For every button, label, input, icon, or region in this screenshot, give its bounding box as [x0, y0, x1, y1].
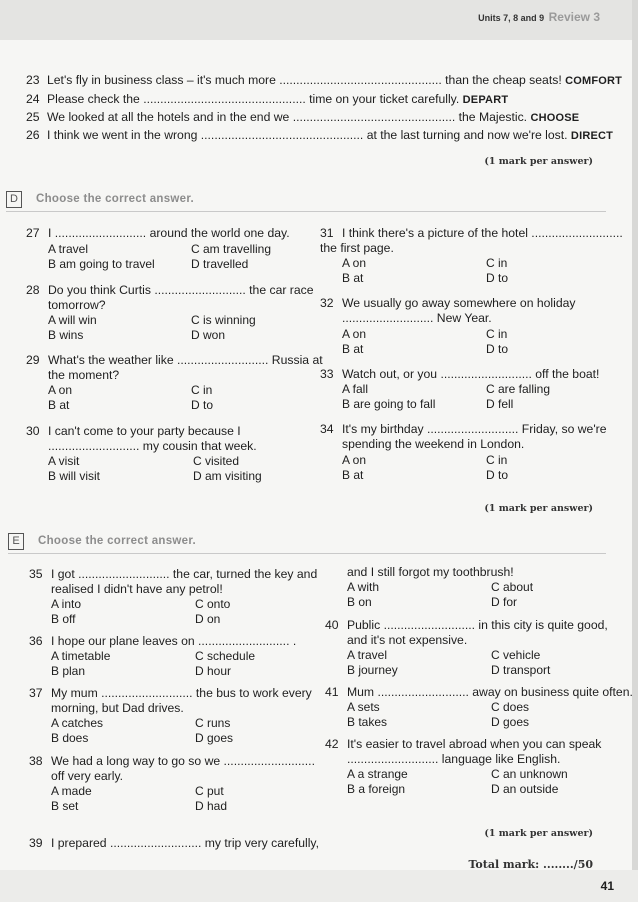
keyword: COMFORT	[565, 75, 623, 87]
option-d[interactable]: D to	[486, 468, 509, 482]
marks-note-c: (1 mark per answer)	[484, 156, 593, 167]
option-a[interactable]: A timetable	[51, 649, 111, 663]
option-c[interactable]: C am travelling	[191, 242, 272, 256]
keyword: DIRECT	[570, 130, 614, 142]
question-23: 23 Let's fly in business class – it's much more ................................................ than the cheap seats! COMFORT	[26, 73, 623, 87]
option-b[interactable]: B a foreign	[347, 782, 406, 796]
option-b[interactable]: B on	[347, 595, 372, 609]
question-25: 25 We looked at all the hotels and in the end we ................................................ the Majestic. CHOOSE	[26, 110, 580, 124]
option-a[interactable]: A on	[342, 453, 367, 467]
option-c[interactable]: C in	[486, 256, 508, 270]
option-d[interactable]: D goes	[491, 715, 530, 729]
option-b[interactable]: B wins	[48, 328, 84, 342]
section-title-d: Choose the correct answer.	[36, 193, 194, 205]
option-b[interactable]: B am going to travel	[48, 257, 155, 271]
option-b[interactable]: B at	[48, 398, 70, 412]
question-24: 24 Please check the ................................................ time on your ticket carefully. DEPART	[26, 92, 509, 106]
section-divider	[6, 211, 606, 212]
option-c[interactable]: C vehicle	[491, 648, 541, 662]
section-letter-d: D	[6, 191, 22, 208]
option-d[interactable]: D on	[195, 612, 221, 626]
option-c[interactable]: C are falling	[486, 382, 551, 396]
option-b[interactable]: B set	[51, 799, 79, 813]
option-b[interactable]: B at	[342, 342, 364, 356]
marks-note-d: (1 mark per answer)	[484, 503, 593, 514]
option-a[interactable]: A sets	[347, 700, 380, 714]
option-d[interactable]: D fell	[486, 397, 514, 411]
option-d[interactable]: D for	[491, 595, 518, 609]
section-title-e: Choose the correct answer.	[38, 535, 196, 547]
option-d[interactable]: D an outside	[491, 782, 559, 796]
section-divider	[8, 553, 606, 554]
page-number: 41	[600, 879, 614, 893]
option-c[interactable]: C is winning	[191, 313, 256, 327]
option-c[interactable]: C schedule	[195, 649, 256, 663]
keyword: CHOOSE	[530, 112, 580, 124]
option-b[interactable]: B takes	[347, 715, 388, 729]
option-a[interactable]: A travel	[347, 648, 388, 662]
option-d[interactable]: D to	[486, 342, 509, 356]
option-d[interactable]: D won	[191, 328, 226, 342]
section-letter-e: E	[8, 533, 24, 550]
option-c[interactable]: C runs	[195, 716, 231, 730]
option-c[interactable]: C does	[491, 700, 530, 714]
option-d[interactable]: D travelled	[191, 257, 249, 271]
option-a[interactable]: A with	[347, 580, 380, 594]
option-b[interactable]: B does	[51, 731, 89, 745]
units-label: Units 7, 8 and 9	[478, 13, 545, 23]
option-a[interactable]: A fall	[342, 382, 369, 396]
option-a[interactable]: A on	[342, 327, 367, 341]
page-edge	[632, 0, 638, 902]
review-label: Review 3	[548, 10, 600, 24]
option-c[interactable]: C visited	[193, 454, 240, 468]
option-a[interactable]: A into	[51, 597, 82, 611]
question-26: 26 I think we went in the wrong ................................................ at the last turning and now we're lost. DIRECT	[26, 128, 614, 142]
option-b[interactable]: B journey	[347, 663, 398, 677]
option-d[interactable]: D transport	[491, 663, 551, 677]
option-b[interactable]: B at	[342, 271, 364, 285]
option-b[interactable]: B are going to fall	[342, 397, 436, 411]
option-c[interactable]: C in	[486, 327, 508, 341]
marks-note-e: (1 mark per answer)	[484, 828, 593, 839]
option-a[interactable]: A made	[51, 784, 92, 798]
option-a[interactable]: A on	[342, 256, 367, 270]
option-a[interactable]: A catches	[51, 716, 104, 730]
option-d[interactable]: D am visiting	[193, 469, 262, 483]
option-d[interactable]: D goes	[195, 731, 234, 745]
option-d[interactable]: D to	[486, 271, 509, 285]
option-d[interactable]: D hour	[195, 664, 232, 678]
footer-band	[0, 870, 638, 902]
option-c[interactable]: C about	[491, 580, 534, 594]
option-c[interactable]: C in	[486, 453, 508, 467]
worksheet-page: Units 7, 8 and 9 Review 3 23 Let's fly in business class – it's much more ................................................ than the cheap seats! COMFORT 24 Please check the ................................................ time on your ticket carefully. DEPART 25 We looked at all the hotels and in the end we ................................................ the Majestic. CHOOSE 26 I think we went in the wrong ................................................ at the last turning and now we're lost. DIRECT (1 mark per answer) D Choose the correct answer. 27 I ........................... around the world one day. A travel C am travelling B am going to travel D travelled 28 Do you think Curtis ........................... the car race tomorrow? A will win C is winning B wins D won 29 What's the weather like ........................... Russia at the moment? A on C in B at D to 30 I can't come to your party because I ........................... my cousin that week. A visit C visited B will visit D am visiting 31 I think there's a picture of the hotel ........................... the first page. A on C in B at D to 32 We usually go away somewhere on holiday ........................... New Year. A on C in B at D to 33 Watch out, or you ........................... off the boat! A fall C are falling B are going to fall D fell 34 It's my birthday ........................... Friday, so we're spending the weekend in London. A on C in B at D to (1 mark per answer) E Choose the correct answer. 35 I got ........................... the car, turned the key and realised I didn't have any petrol! A into C onto B off D on 36 I hope our plane leaves on ........................... . A timetable C schedule B plan D hour 37 My mum ........................... the bus to work every morning, but Dad drives. A catches C runs B does D goes 38 We had a long way to go so we ........................... off very early. A made C put B set D had 39 I prepared ........................... my trip very carefully, and I still forgot my toothbrush! A with C about B on D for 40 Public ........................... in this city is quite good, and it's not expensive. A travel C vehicle B journey D transport 41 Mum ........................... away on business quite often. A sets C does B takes D goes 42 It's easier to travel abroad when you can speak ........................... language like English. A a strange C an unknown B a foreign D an outside (1 mark per answer) Total mark: ......../50 41	[0, 0, 638, 902]
option-c[interactable]: C an unknown	[491, 767, 568, 781]
unit-heading	[478, 10, 600, 24]
option-a[interactable]: A a strange	[347, 767, 408, 781]
option-b[interactable]: B at	[342, 468, 364, 482]
option-b[interactable]: B off	[51, 612, 76, 626]
option-b[interactable]: B will visit	[48, 469, 101, 483]
option-a[interactable]: A on	[48, 383, 73, 397]
option-b[interactable]: B plan	[51, 664, 86, 678]
option-a[interactable]: A travel	[48, 242, 89, 256]
total-mark: Total mark: ......../50	[468, 858, 593, 871]
option-c[interactable]: C put	[195, 784, 224, 798]
option-a[interactable]: A will win	[48, 313, 97, 327]
option-c[interactable]: C in	[191, 383, 213, 397]
option-a[interactable]: A visit	[48, 454, 80, 468]
keyword: DEPART	[462, 94, 509, 106]
option-c[interactable]: C onto	[195, 597, 231, 611]
option-d[interactable]: D to	[191, 398, 214, 412]
option-d[interactable]: D had	[195, 799, 228, 813]
